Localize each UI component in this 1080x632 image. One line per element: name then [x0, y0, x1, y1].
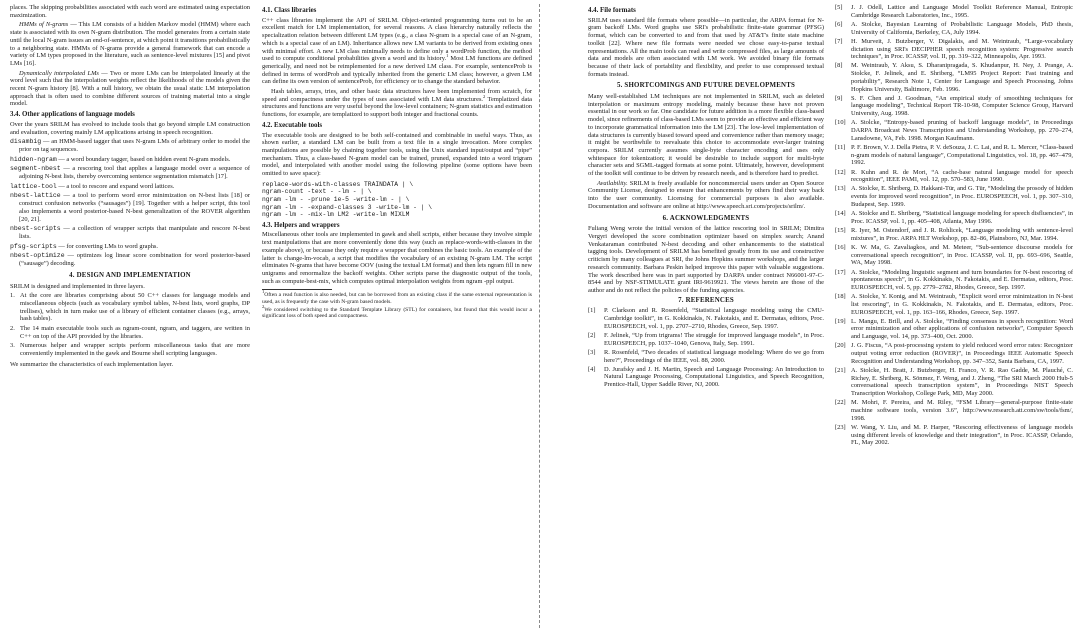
footnote-rule: [262, 289, 332, 290]
layer-list: [10, 292, 250, 358]
tool-item: hidden-ngram — a word boundary tagger, based on hidden event N-gram models.: [10, 155, 231, 163]
footnote: $^2$We considered switching to the Standard Template Library (STL) for containers, but found that this would incur a significant loss of both speed and compactness.: [262, 303, 532, 320]
section-heading: 4.4. File formats: [588, 7, 636, 14]
section-heading: 3.4. Other applications of language models: [10, 111, 135, 119]
reference-item: [22] M. Mohri, F. Pereira, and M. Riley, “FSM Library—general-purpose finite-state machine software tools, version 3.6”, http://www.research.att.com/sw/tools/fsm/, 1998.: [835, 399, 1073, 422]
paragraph-hmm-ngrams: HMMs of N-grams — This LM consists of a hidden Markov model (HMM) where each state is associated with its own N-gram distribution. The model generates from a certain state until the local N-gram issues an end-of-sentence, at which point it transitions probabilistically to a neighboring state. HMMs of N-grams provide a general framework that can encode a variety of LM types proposed in the literature, such as sentence-level mixtures [15] and pivot LMs [16].: [10, 21, 250, 67]
tool-item: nbest-lattice — a tool to perform word error minimization on N-best lists [18] or construct confusion networks (“sausages”) [19]. Together with a helper script, this tool also implements a word posterior-based N-best generalization of the ROVER algorithm [20, 21].: [10, 192, 250, 223]
footnote: $^1$Often a read function is also needed, but can be borrowed from an existing class if the same external representation is used, as is frequently the case with N-gram based models.: [262, 289, 532, 305]
section-heading: 7. REFERENCES: [678, 296, 734, 304]
footnote-mark: 2: [483, 93, 486, 99]
reference-item: [19] L. Mangu, E. Brill, and A. Stolcke, “Finding consensus in speech recognition: Word error minimization and other applications of confusion networks”, Computer Speech and Language, vol. 14, pp. 373–400, Oct. 2000.: [835, 317, 1073, 341]
reference-item: [11] P. F. Brown, V. J. Della Pietra, P. V. deSouza, J. C. Lai, and R. L. Mercer, “Class-based n-gram models of natural language”, Computational Linguistics, vol. 18, pp. 467–479, 1992.: [835, 143, 1073, 167]
section-heading: 4.2. Executable tools: [262, 121, 323, 129]
reference-item: [16] K. W. Ma, G. Zavaliagkos, and M. Meteer, “Sub-sentence discourse models for conversational speech recognition”, in Proc. ICASSP, vol. II, pp. 693–696, Seattle, WA, May 1998.: [835, 243, 1073, 267]
reference-item: [23] W. Wang, Y. Liu, and M. P. Harper, “Rescoring effectiveness of language models using different levels of knowledge and their integration”, in Proc. ICASSP, Orlando, FL, May 2002.: [835, 423, 1073, 447]
reference-item: [21] A. Stolcke, H. Bratt, J. Butzberger, H. Franco, V. R. Rao Gadde, M. Plauché, C. Richey, E. Shriberg, K. Sönmez, F. Weng, and J. Zheng, “The SRI March 2000 Hub-5 conversational speech transcription system”, in Proceedings NIST Speech Transcription Workshop, College Park, MD, May 2000.: [835, 366, 1073, 398]
right-column-2: [835, 4, 1073, 448]
reference-item: [12] R. Kuhn and R. de Mori, “A cache-base natural language model for speech recognition”, IEEE PAMI, vol. 12, pp. 570–583, June 1990.: [835, 168, 1073, 184]
list-item: 1. At the core are libraries comprising about 50 C++ classes for language models and miscellaneous objects (such as vocabulary symbol tables, N-best lists, word graphs, DP trellises), which in turn make use of a library of efficient container classes (e.g., arrays, hash tables).: [10, 292, 250, 323]
reference-list: [835, 4, 1073, 447]
paragraph: C++ class libraries implement the API of SRILM. Object-oriented programming turns out to be an excellent match for LM implementation, for several reasons. A class hierarchy naturally reflects the specialization relation between different LM types (e.g., a class N-gram is a special case of an N-gram, which is a special case of an LM). Inheritance allows new LM variants to be derived from existing ones with minimal effort. A new LM class minimally needs to define only a wordProb function, the method used to compute conditional probabilities given a word and its history.$^1$ Most LM functions are defined generically, and need not be reimplemented for a new derived LM class. For example, sentenceProb is defined in terms of wordProb and typically inherited from the generic LM class; however, a given LM can define its own version of sentenceProb, for efficiency or to change the standard behavior.: [262, 16, 532, 86]
code-line: ngram -lm - -mix-lm LM2 -write-lm MIXLM: [262, 211, 410, 219]
left-column-2: [262, 4, 532, 321]
section-heading: 4. DESIGN AND IMPLEMENTATION: [69, 271, 191, 279]
reference-item: [13] A. Stolcke, E. Shriberg, D. Hakkani-Tür, and G. Tür, “Modeling the prosody of hidden events for improved word recognition”, in Proc. EUROSPEECH, vol. 1, pp. 307–310, Budapest, Sep. 1999.: [835, 185, 1073, 208]
list-item: 2. The 14 main executable tools such as ngram-count, ngram, and taggers, are written in C++ on top of the API provided by the libraries.: [10, 325, 250, 340]
reference-item: [3] R. Rosenfeld, “Two decades of statistical language modeling: Where do we go from here?”, Proceedings of the IEEE, vol. 88, 2000.: [588, 348, 824, 364]
tool-item: segment-nbest — a rescoring tool that applies a language model over a sequence of adjoining N-best lists, thereby overcoming sentence segmentation mismatch [17].: [10, 165, 250, 181]
paragraph: SRILM is designed and implemented in three layers.: [10, 282, 145, 290]
tool-item: pfsg-scripts — for converting LMs to word graphs.: [10, 242, 158, 250]
paragraph: Miscellaneous other tools are implemented in gawk and shell scripts, either because they involve simple text manipulations that are more conveniently done this way (such as replace-words-with-classes in the example above), or because they only require a wrapper that combines the basic tools. An example of the latter is change-lm-vocab, a script that modifies the vocabulary of an existing N-gram LM. The script eliminates N-grams that have become OOV (using the textual LM format) and then lets ngram fill in new unigrams and renormalize the backoff weights. Other scripts parse the diagnostic output of the tools, such as compute-best-mix, which computes optimal interpolation weights from ngram -ppl output.: [262, 231, 532, 285]
tool-list: [10, 138, 250, 268]
reference-item: [8] M. Weintraub, Y. Aksu, S. Dharanipragada, S. Khudanpur, H. Ney, J. Prange, A. Stolcke, F. Jelinek, and E. Shriberg, “LM95 Project Report: Fast training and portability”, Research Note 1, Center for Language and Speech Processing, Johns Hopkins University, Baltimore, Feb. 1996.: [835, 62, 1073, 93]
reference-item: [7] H. Murveit, J. Butzberger, V. Digalakis, and M. Weintraub, “Large-vocabulary dictation using SRI's DECIPHER speech recognition system: Progressive search techniques”, in Proc. ICASSP, vol. II, pp. 319–322, Minneapolis, Apr. 1993.: [835, 37, 1073, 61]
paragraph: Over the years SRILM has evolved to include tools that go beyond simple LM construction and evaluation, covering mainly LM applications arising in speech recognition.: [10, 120, 250, 136]
reference-item: [18] A. Stolcke, Y. Konig, and M. Weintraub, “Explicit word error minimization in N-best list rescoring”, in G. Kokkinakis, N. Fakotakis, and E. Dermatas, editors, Proc. EUROSPEECH, vol. 1, pp. 163–166, Rhodes, Greece, Sep. 1997.: [835, 293, 1073, 316]
reference-item: [2] F. Jelinek, “Up from trigrams! The struggle for improved language models”, in Proc. EUROSPEECH, pp. 1037–1040, Genova, Italy, Sep. 1991.: [588, 331, 824, 347]
section-heading: 5. SHORTCOMINGS AND FUTURE DEVELOPMENTS: [616, 82, 796, 90]
paragraph-dynamic-lm: Dynamically interpolated LMs — Two or more LMs can be interpolated linearly at the word level such that the interpolation weights reflect the likelihoods of the models given the recent N-gram history [8]. With a null history, we obtain the usual static LM interpolation approach that is often used to combine different sources of training material into a single model.: [10, 69, 250, 108]
reference-item: [5] J. J. Odell, Lattice and Language Model Toolkit Reference Manual, Entropic Cambridge Research Laboratories, Inc., 1995.: [835, 4, 1073, 19]
right-column-1: [588, 4, 824, 390]
reference-item: [6] A. Stolcke, Bayesian Learning of Probabilistic Language Models, PhD thesis, University of California, Berkeley, CA, July 1994.: [835, 20, 1073, 36]
reference-item: [17] A. Stolcke, “Modeling linguistic segment and turn boundaries for N-best rescoring of spontaneous speech”, in G. Kokkinakis, N. Fakotakis, and E. Dermatas, editors, Proc. EUROSPEECH, vol. 5, pp. 2779–2782, Rhodes, Greece, Sep. 1997.: [835, 268, 1073, 291]
code-line: ngram-count -text - -lm - | \: [262, 188, 372, 196]
reference-item: [10] A. Stolcke, “Entropy-based pruning of backoff language models”, in Proceedings DARPA Broadcast News Transcription and Understanding Workshop, pp. 270–274, Lansdowne, VA, Feb. 1998. Morgan Kaufmann.: [835, 119, 1073, 142]
tool-item: disambig — an HMM-based tagger that uses N-gram LMs of arbitrary order to model the prior on tag sequences.: [10, 138, 250, 153]
paragraph: SRILM uses standard file formats where possible—in particular, the ARPA format for N-gram backoff LMs. Word graphs use SRI's probabilistic finite-state grammar (PFSG) format, which can be converted to and from that used by AT&T's finite state machine toolkit [22]. Where new file formats were needed we chose easy-to-parse textual representations. All the main tools can read and write compressed files, as large amounts of data and models are often associated with LM work. We avoided binary file formats because of their lack of portability and flexibility, and prefer to use compressed textual formats instead.: [588, 16, 824, 78]
paragraph: The executable tools are designed to be both self-contained and combinable in useful ways. Thus, as shown earlier, a standard LM can be built from a text file in a single invocation. More complex manipulations are possible by chaining together tools, using the Unix standard input/output and “pipe” mechanism. Thus, a class-based N-gram model can be trained, pruned, expanded into a word trigram model, and interpolated with another model using the following pipeline (some options have been omitted to save space):: [262, 131, 532, 178]
tool-item: nbest-optimize — optimizes log linear score combination for word posterior-based (“sausage”) decoding.: [10, 252, 250, 268]
paragraph: Fuliang Weng wrote the initial version of the lattice rescoring tool in SRILM; Dimitra Vergyri developed the score combination optimizer based on simplex search; Anand Venkataraman contributed N-best decoding and other enhancements to the statistical tagging tools. Development of SRILM has benefited greatly from its use and constructive criticism by many colleagues at SRI, the Johns Hopkins summer workshops, and the larger research community. Barbara Peskin helped improve this paper with valuable suggestions. The work described here was in part supported by DARPA under contract N66001-97-C-8544 and by NSF-STIMULATE grant IRI-9619921. The views herein are those of the author and do not reflect the policies of the funding agencies.: [588, 225, 824, 294]
code-line: replace-words-with-classes TRAINDATA | \: [262, 180, 414, 188]
tool-item: nbest-scripts — a collection of wrapper scripts that manipulate and rescore N-best lists.: [10, 225, 250, 240]
code-block: [262, 181, 532, 219]
section-heading: 4.3. Helpers and wrappers: [262, 221, 340, 229]
paragraph: Many well-established LM techniques are not implemented in SRILM, such as deleted interpolation or maximum entropy modeling, mainly because these have not proven essential in our work so far. One candidate for future addition is a more flexible class-based model, since refinements of class-based LMs seem to provide an effective and efficient way to incorporate grammatical information into the LM [23]. The low-level implementation of data structures is currently biased toward speed and convenience rather than memory usage; it might be worthwhile to reevaluate this choice to accommodate ever-larger training corpora. SRILM currently assumes single-byte character encoding and uses only whitespace for tokenization; it would be desirable to include support for multi-byte character sets and SGML-tagged formats at some point. Ultimately, however, development of the toolkit will continue to be driven by research needs, and is therefore hard to predict.: [588, 93, 824, 178]
paragraph: We summarize the characteristics of each implementation layer.: [10, 360, 174, 368]
paragraph-availability: Availability. SRILM is freely available for noncommercial users under an Open Source Community License, designed to ensure that enhancements by others find their way back into the user community. Licensing for commercial purposes is also available. Documentation and software are online at http://www.speech.sri.com/projects/srilm/.: [588, 179, 824, 210]
reference-item: [1] P. Clarkson and R. Rosenfeld, “Statistical language modeling using the CMU-Cambridge toolkit”, in G. Kokkinakis, N. Fakotakis, and E. Dermatas, editors, Proc. EUROSPEECH, vol. 1, pp. 2707–2710, Rhodes, Greece, Sep. 1997.: [588, 307, 824, 330]
run-in-heading: HMMs of N-grams: [19, 21, 69, 29]
paragraph: Hash tables, arrays, tries, and other basic data structures have been implemented from scratch, for speed and compactness under the types of uses associated with LM data structures.$^2$ Templatized data structures and functions are very useful beyond the low-level containers; N-gram statistics and estimation functions, for example, are templatized to support both integer and fractional counts.: [262, 88, 532, 119]
left-column-1: [10, 4, 250, 371]
section-heading: 6. ACKNOWLEDGMENTS: [662, 214, 750, 222]
reference-item: [9] S. F. Chen and J. Goodman, “An empirical study of smoothing techniques for language modeling”, Technical Report TR-10-98, Computer Science Group, Harvard University, Aug. 1998.: [835, 94, 1073, 118]
tool-item: lattice-tool — a tool to rescore and expand word lattices.: [10, 182, 175, 190]
right-page: [540, 0, 1080, 632]
reference-list: [588, 307, 824, 389]
paragraph: places. The skipping probabilities associated with each word are estimated using expectation maximization.: [10, 4, 250, 19]
footnote-mark: 1: [446, 53, 449, 59]
code-line: ngram -lm - -expand-classes 3 -write-lm - | \: [262, 203, 433, 211]
reference-item: [4] D. Jurafsky and J. H. Martin, Speech and Language Processing: An Introduction to Natural Language Processing, Computational Linguistics, and Speech Recognition, Prentice-Hall, Upper Saddle River, NJ, 2000.: [588, 365, 824, 389]
code-line: ngram -lm - -prune 1e-5 -write-lm - | \: [262, 195, 410, 203]
reference-item: [20] J. G. Fiscus, “A post-processing system to yield reduced word error rates: Recognizer output voting error reduction (ROVER)”, in Proceedings IEEE Automatic Speech Recognition and Understanding Workshop, pp. 347–352, Santa Barbara, CA, 1997.: [835, 342, 1073, 365]
section-heading: 4.1. Class libraries: [262, 7, 317, 14]
reference-item: [14] A. Stolcke and E. Shriberg, “Statistical language modeling for speech disfluencies”, in Proc. ICASSP, vol. 1, pp. 405–408, Atlanta, May 1996.: [835, 210, 1073, 225]
run-in-heading: Dynamically interpolated LMs: [19, 69, 99, 77]
reference-item: [15] R. Iyer, M. Ostendorf, and J. R. Rohlicek, “Language modeling with sentence-level mixtures”, in Proc. ARPA HLT Workshop, pp. 82–86, Plainsboro, NJ, Mar. 1994.: [835, 226, 1073, 242]
list-item: 3. Numerous helper and wrapper scripts perform miscellaneous tasks that are more conveniently implemented in the gawk and Bourne shell scripting languages.: [10, 342, 250, 358]
run-in-heading: Availability.: [597, 179, 628, 187]
